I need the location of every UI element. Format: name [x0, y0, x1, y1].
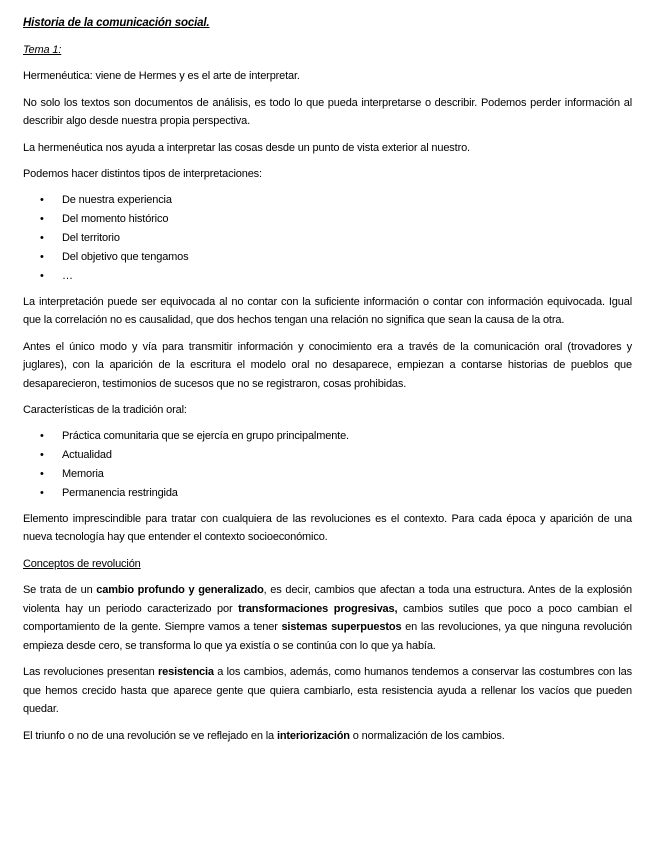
- list-item: • Del objetivo que tengamos: [23, 248, 632, 267]
- section-heading-revolucion: Conceptos de revolución: [23, 557, 141, 570]
- paragraph-antes: Antes el único modo y vía para transmitir información y conocimiento era a través de la comunicación oral (trovadores y juglares), con la aparición de la escritura el modelo oral no desaparece, empiezan a contarse historias de pueblos que desaparecieron, testimonios de sucesos que no se registraron, cosas prohibidas.: [23, 340, 632, 390]
- paragraph-cambio: [23, 581, 632, 655]
- paragraph-caracteristicas: Características de la tradición oral:: [23, 404, 187, 416]
- paragraph-tipos: Podemos hacer distintos tipos de interpretaciones:: [23, 168, 262, 180]
- list-item: • Del territorio: [23, 229, 632, 248]
- text-run: Las revoluciones presentan: [23, 666, 159, 678]
- list-item: • De nuestra experiencia: [23, 191, 632, 210]
- paragraph-resistencia: [23, 663, 632, 719]
- bold-term: sistemas superpuestos: [281, 621, 402, 633]
- text-run: o normalización de los cambios.: [349, 729, 505, 742]
- text-run: cambios sutiles que poco a poco cambian el comportamiento de la gente. Siempre vamos a tener: [23, 602, 632, 633]
- text-run: en las revoluciones, ya que ninguna revolución empieza desde cero, se transforma lo que ya existía o se continúa con lo que ya había.: [23, 621, 633, 652]
- paragraph-textos: No solo los textos son documentos de análisis, es todo lo que pueda interpretarse o describir. Podemos perder información al describir algo desde nuestra propia perspectiva.: [23, 96, 632, 127]
- bold-term: transformaciones progresivas,: [238, 602, 398, 615]
- list-item: • Actualidad: [23, 446, 632, 465]
- topic-heading: Tema 1:: [23, 43, 62, 56]
- list-item: • Del momento histórico: [23, 210, 632, 229]
- paragraph-elemento: Elemento imprescindible para tratar con cualquiera de las revoluciones es el contexto. Para cada época y aparición de una nueva tecnología hay que entender el contexto socioeconómico.: [23, 512, 632, 543]
- paragraph-equivocada: La interpretación puede ser equivocada al no contar con la suficiente información o contar con información equivocada. Igual que la correlación no es causalidad, que dos hechos tengan una relación no significa que sean la causa de la otra.: [23, 295, 632, 326]
- paragraph-ayuda: La hermenéutica nos ayuda a interpretar las cosas desde un punto de vista exterior al nuestro.: [23, 141, 470, 154]
- oral-tradition-list: [23, 427, 632, 503]
- paragraph-hermeneutica: Hermenéutica: viene de Hermes y es el arte de interpretar.: [23, 70, 300, 82]
- list-item: • Permanencia restringida: [23, 484, 632, 503]
- text-run: El triunfo o no de una revolución se ve reflejado en la: [23, 729, 277, 742]
- bold-term: interiorización: [276, 729, 350, 742]
- text-run: , es decir, cambios que afectan a toda una estructura. Antes de la explosión violenta hay un periodo caracterizado por: [23, 584, 632, 615]
- bold-term: resistencia: [158, 666, 214, 678]
- bold-term: cambio profundo y generalizado: [96, 584, 264, 596]
- text-run: a los cambios, además, como humanos tendemos a conservar las costumbres con las que hemos crecido hasta que aparece gente que quiera cambiarlo, esta resistencia ayuda a rellenar los vacíos que pueden quedar.: [23, 666, 632, 715]
- interpretation-types-list: [23, 191, 632, 286]
- list-item: • …: [23, 267, 632, 286]
- list-item: • Memoria: [23, 465, 632, 484]
- text-run: Se trata de un: [23, 584, 97, 596]
- document-title: Historia de la comunicación social.: [23, 17, 210, 29]
- list-item: • Práctica comunitaria que se ejercía en grupo principalmente.: [23, 427, 632, 446]
- paragraph-triunfo: [23, 727, 632, 746]
